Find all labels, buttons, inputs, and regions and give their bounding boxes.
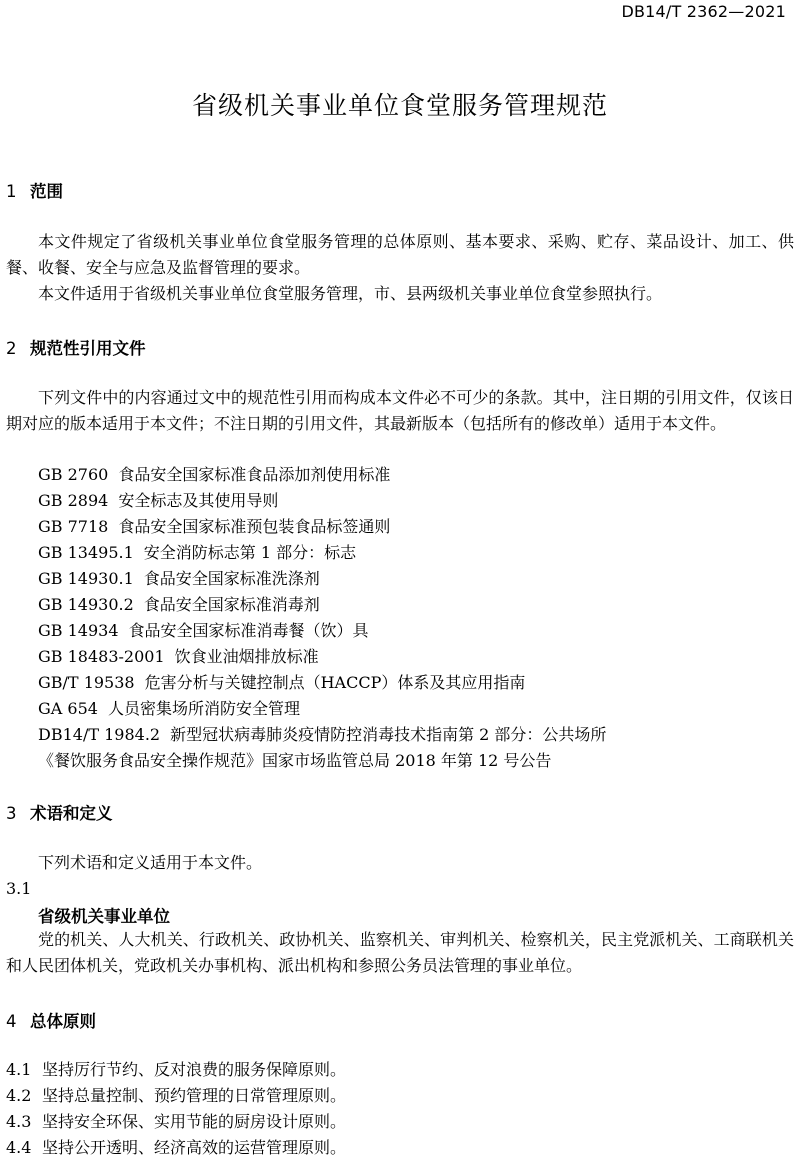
reference-item <box>38 722 606 745</box>
reference-item <box>38 592 320 615</box>
reference-code: GB 2760 <box>38 465 109 484</box>
scope-paragraph-2: 本文件适用于省级机关事业单位食堂服务管理，市、县两级机关事业单位食堂参照执行。 <box>38 284 663 303</box>
section-title: 总体原则 <box>30 1012 96 1031</box>
term-number: 3.1 <box>6 879 32 898</box>
section-2-heading <box>6 335 146 359</box>
reference-item <box>38 670 525 693</box>
reference-title: 食品安全国家标准消毒餐（饮）具 <box>128 621 369 640</box>
principle-number: 4.4 <box>6 1138 32 1157</box>
section-number: 3 <box>6 804 17 823</box>
reference-code: GB/T 19538 <box>38 673 135 692</box>
reference-title: 食品安全国家标准洗涤剂 <box>143 569 320 588</box>
section-number: 2 <box>6 339 17 358</box>
reference-item <box>38 644 319 667</box>
reference-item <box>38 696 300 719</box>
principle-text: 坚持厉行节约、反对浪费的服务保障原则。 <box>42 1060 347 1079</box>
standard-id: DB14/T 2362—2021 <box>621 2 786 21</box>
principle-number: 4.2 <box>6 1086 32 1105</box>
reference-code: GB 2894 <box>38 491 109 510</box>
reference-item <box>38 514 390 537</box>
section-number: 1 <box>6 182 17 201</box>
reference-item <box>38 618 369 641</box>
document-title: 省级机关事业单位食堂服务管理规范 <box>191 91 608 120</box>
principle-item <box>6 1083 346 1106</box>
reference-item <box>38 748 551 771</box>
reference-title: 安全消防标志第 1 部分：标志 <box>143 543 357 562</box>
reference-code: GA 654 <box>38 699 98 718</box>
section-title: 规范性引用文件 <box>30 339 146 358</box>
section-1-heading <box>6 178 63 202</box>
reference-code: GB 14930.1 <box>38 569 134 588</box>
section-title: 范围 <box>30 182 63 201</box>
reference-title: 食品安全国家标准预包装食品标签通则 <box>118 517 391 536</box>
section-3-heading <box>6 800 113 824</box>
reference-code: DB14/T 1984.2 <box>38 725 161 744</box>
reference-item <box>38 540 356 563</box>
terms-intro: 下列术语和定义适用于本文件。 <box>38 853 263 872</box>
principle-item <box>6 1135 346 1158</box>
reference-code: GB 18483-2001 <box>38 647 165 666</box>
term-definition: 党的机关、人大机关、行政机关、政协机关、监察机关、审判机关、检察机关，民主党派机关、工商联机关和人民团体机关，党政机关办事机构、派出机构和参照公务员法管理的事业单位。 <box>6 930 794 975</box>
reference-title: 危害分析与关键控制点（HACCP）体系及其应用指南 <box>144 673 526 692</box>
term-name: 省级机关事业单位 <box>38 907 170 926</box>
principle-text: 坚持总量控制、预约管理的日常管理原则。 <box>42 1086 347 1105</box>
scope-paragraph-1: 本文件规定了省级机关事业单位食堂服务管理的总体原则、基本要求、采购、贮存、菜品设计、加工、供餐、收餐、安全与应急及监督管理的要求。 <box>6 232 794 277</box>
reference-title: 《餐饮服务食品安全操作规范》国家市场监管总局 2018 年第 12 号公告 <box>38 751 552 770</box>
reference-title: 饮食业油烟排放标准 <box>174 647 319 666</box>
reference-title: 新型冠状病毒肺炎疫情防控消毒技术指南第 2 部分：公共场所 <box>170 725 607 744</box>
reference-code: GB 14934 <box>38 621 119 640</box>
reference-title: 安全标志及其使用导则 <box>118 491 279 510</box>
principle-text: 坚持公开透明、经济高效的运营管理原则。 <box>42 1138 347 1157</box>
reference-code: GB 14930.2 <box>38 595 134 614</box>
reference-code: GB 13495.1 <box>38 543 134 562</box>
reference-title: 人员密集场所消防安全管理 <box>107 699 300 718</box>
principle-text: 坚持安全环保、实用节能的厨房设计原则。 <box>42 1112 347 1131</box>
reference-item <box>38 462 390 485</box>
reference-item <box>38 566 320 589</box>
principle-item <box>6 1109 346 1132</box>
reference-title: 食品安全国家标准食品添加剂使用标准 <box>118 465 391 484</box>
section-number: 4 <box>6 1012 17 1031</box>
reference-item <box>38 488 278 511</box>
references-intro: 下列文件中的内容通过文中的规范性引用而构成本文件必不可少的条款。其中，注日期的引用文件，仅该日期对应的版本适用于本文件；不注日期的引用文件，其最新版本（包括所有的修改单）适用于本文件。 <box>6 388 794 433</box>
section-4-heading <box>6 1008 96 1032</box>
principle-number: 4.3 <box>6 1112 32 1131</box>
section-title: 术语和定义 <box>30 804 113 823</box>
reference-code: GB 7718 <box>38 517 109 536</box>
reference-title: 食品安全国家标准消毒剂 <box>143 595 320 614</box>
principle-number: 4.1 <box>6 1060 32 1079</box>
principle-item <box>6 1057 346 1080</box>
